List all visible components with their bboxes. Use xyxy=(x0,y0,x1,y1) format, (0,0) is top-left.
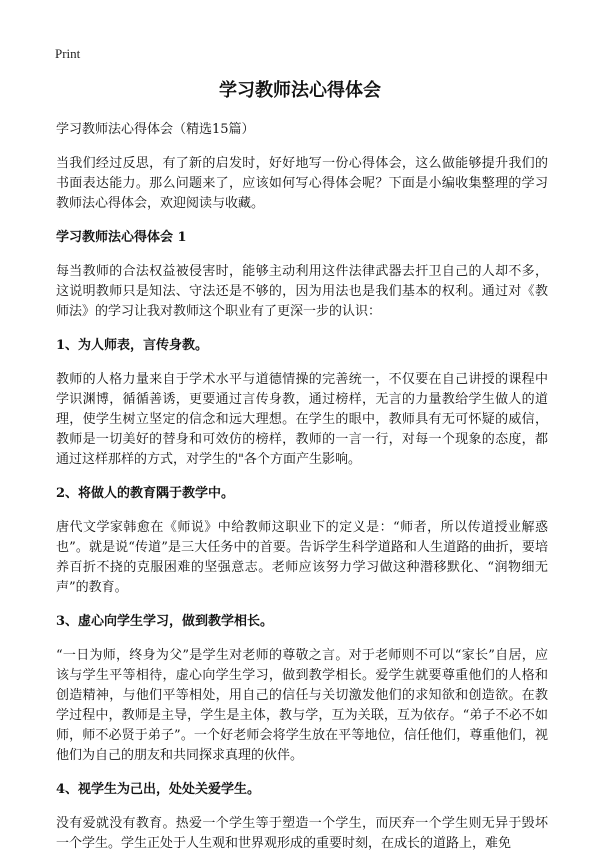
article-body xyxy=(56,120,548,868)
section-heading-1: 1、为人师表，言传身教。 xyxy=(56,338,209,353)
article-subtitle: 学习教师法心得体会（精选15篇） xyxy=(56,122,255,137)
section-heading-2: 2、将做人的教育隅于教学中。 xyxy=(56,486,235,501)
paragraph-5: 没有爱就没有教育。热爱一个学生等于塑造一个学生，而厌弃一个学生则无异于毁坏一个学生。学生正处于人生观和世界观形成的重要时刻，在成长的道路上，难免 xyxy=(56,816,548,851)
print-link[interactable]: Print xyxy=(55,46,81,61)
paragraph-3: 唐代文学家韩愈在《师说》中给教师这职业下的定义是：“师者，所以传道授业解惑也”。就是说“传道”是三大任务中的首要。告诉学生科学道路和人生道路的曲折，要培养百折不挠的克服困难的坚强意志。老师应该努力学习做这种潜移默化、“润物细无声”的教育。 xyxy=(56,520,548,595)
section-heading-4: 4、视学生为己出，处处关爱学生。 xyxy=(56,782,261,797)
paragraph-4: “一日为师，终身为父”是学生对老师的尊敬之言。对于老师则不可以“家长”自居，应该与学生平等相待，虚心向学生学习，做到教学相长。爱学生就要尊重他们的人格和创造精神，与他们平等相处，用自己的信任与关切激发他们的求知欲和创造欲。在教学过程中，教师是主导，学生是主体，教与学，互为关联，互为依存。“弟子不必不如师，师不必贤于弟子”。一个好老师会将学生放在平等地位，信任他们，尊重他们，视他们为自己的朋友和共同探求真理的伙伴。 xyxy=(56,648,548,763)
paragraph-1: 每当教师的合法权益被侵害时，能够主动利用这件法律武器去扞卫自己的人却不多，这说明教师只是知法、守法还是不够的，因为用法也是我们基本的权利。通过对《教师法》的学习让我对教师这个职业有了更深一步的认识： xyxy=(56,264,548,319)
paragraph-2: 教师的人格力量来自于学术水平与道德情操的完善统一，不仅要在自己讲授的课程中学识渊博，循循善诱，更要通过言传身教，通过榜样，无言的力量教给学生做人的道理，使学生树立坚定的信念和远大理想。在学生的眼中，教师具有无可怀疑的威信，教师是一切美好的替身和可效仿的榜样，教师的一言一行，对每一个现象的态度，都通过这样那样的方式，对学生的"各个方面产生影响。 xyxy=(56,372,548,467)
page-title: 学习教师法心得体会 xyxy=(219,80,381,101)
intro-paragraph: 当我们经过反思，有了新的启发时，好好地写一份心得体会，这么做能够提升我们的书面表达能力。那么问题来了，应该如何写心得体会呢？下面是小编收集整理的学习教师法心得体会，欢迎阅读与收藏。 xyxy=(56,156,548,211)
section-heading-3: 3、虚心向学生学习，做到教学相长。 xyxy=(56,614,274,629)
article-heading: 学习教师法心得体会 1 xyxy=(56,230,187,245)
